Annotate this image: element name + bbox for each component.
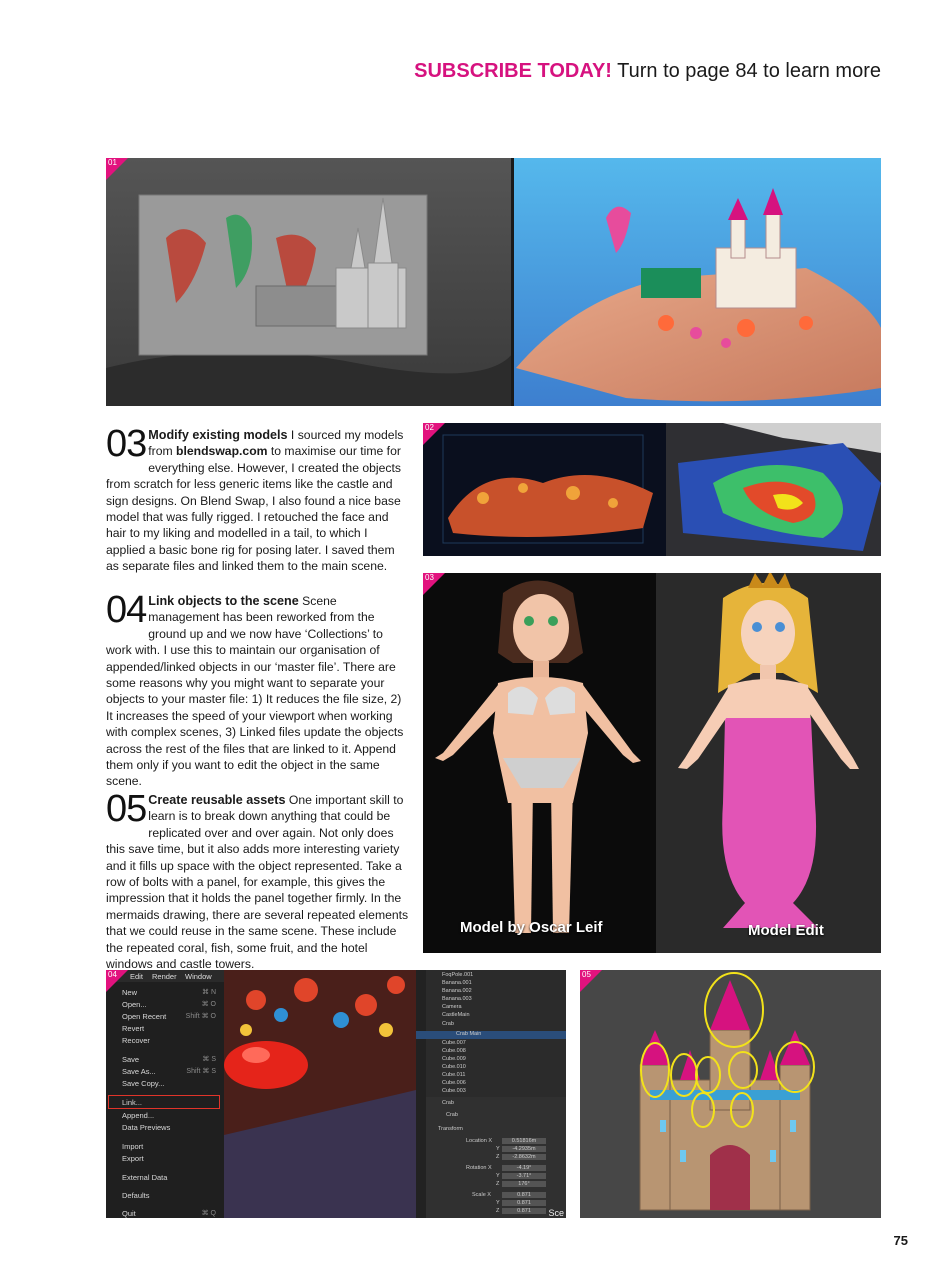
outliner-row[interactable]: Banana.001	[442, 980, 472, 986]
menu-item-data-previews[interactable]: Data Previews	[122, 1123, 171, 1132]
menu-item-append[interactable]: Append...	[122, 1111, 155, 1120]
outliner-row[interactable]: Banana.003	[442, 996, 472, 1002]
menu-item-quit[interactable]: Quit	[122, 1209, 136, 1218]
menu-item-recover[interactable]: Recover	[122, 1036, 150, 1045]
figure-03-caption-left: Model by Oscar Leif	[460, 919, 603, 936]
prop-rotation-label: Rotation X	[466, 1165, 492, 1171]
outliner-row[interactable]: Camera	[442, 1004, 462, 1010]
prop-rotation-z-label: Z	[496, 1181, 500, 1187]
step-04-body	[106, 589, 410, 790]
prop-location-y[interactable]: -4.2935m	[502, 1146, 546, 1152]
figure-02	[423, 423, 881, 556]
menu-shortcut-quit: ⌘ Q	[201, 1210, 216, 1217]
outliner-row[interactable]: Cube.009	[442, 1056, 466, 1062]
step-05-number: 05	[106, 788, 147, 830]
figure-03-badge: 03	[425, 573, 434, 582]
step-04-text: Scene management has been reworked from the ground up and we now have ‘Collections’ to work with. I use this to maintain our organisation of appended/linked objects in our ‘master file’. There are some reasons why you might want to separate your objects to your master file: 1) It reduces the file size, 2) It increases the speed of your viewport when working with complex scenes, 3) Linked files update the objects across the rest of the files that are linked to it. Append them only if you want to edit the object in the same scene.	[106, 594, 404, 789]
menu-shortcut-save-as: Shift ⌘ S	[186, 1068, 216, 1075]
prop-location-label: Location X	[466, 1138, 492, 1144]
subscribe-highlight: SUBSCRIBE TODAY!	[414, 60, 612, 82]
menu-item-open-recent[interactable]: Open Recent	[122, 1012, 167, 1021]
step-04-number: 04	[106, 589, 147, 631]
step-05-text: One important skill to learn is to break down anything that could be replicated over and over again. Not only does this save time, but it also adds more interesting variety and it fills up space with the object represented. Take a row of bolts with a panel, for example, this gives the impression that it holds the panel together firmly. In the mermaids drawing, there are several repeated elements that we could reuse in the same scene. These include the repeated coral, fish, some fruit, and the hotel windows and castle towers.	[106, 793, 409, 972]
menu-shortcut-open: ⌘ O	[201, 1001, 216, 1008]
prop-scale-z[interactable]: 0.871	[502, 1208, 546, 1214]
menu-item-link[interactable]: Link...	[122, 1098, 143, 1107]
menu-item-import[interactable]: Import	[122, 1142, 144, 1151]
prop-rotation-x[interactable]: -4.19°	[502, 1165, 546, 1171]
figure-05-image	[580, 970, 881, 1218]
outliner-row[interactable]: Crab	[442, 1021, 454, 1027]
prop-scale-label: Scale X	[472, 1192, 491, 1198]
menubar-window[interactable]: Window	[185, 972, 212, 981]
menu-item-export[interactable]: Export	[122, 1154, 144, 1163]
step-03-text: to maximise our time for everything else. However, I created the objects from scratch for less generic items like the castle and sign designs. On Blend Swap, I also found a nice base model that was fully rigged. I retouched the face and hair to my liking and modelled in a tail, to which I applied a basic bone rig for posing later. I saved them as separate files and linked them to the main scene.	[106, 444, 401, 574]
menu-shortcut-save: ⌘ S	[202, 1056, 216, 1063]
figure-05	[580, 970, 881, 1218]
step-05	[106, 788, 410, 972]
figure-01-image	[106, 158, 881, 406]
menubar-edit[interactable]: Edit	[130, 972, 143, 981]
step-03-heading: Modify existing models	[148, 428, 288, 442]
outliner-gutter	[416, 970, 426, 1218]
prop-section-transform[interactable]: Transform	[438, 1126, 463, 1132]
figure-05-badge: 05	[582, 970, 591, 979]
prop-rotation-y-label: Y	[496, 1173, 500, 1179]
menu-item-save[interactable]: Save	[122, 1055, 140, 1064]
prop-location-z-label: Z	[496, 1154, 500, 1160]
prop-object-field[interactable]: Crab	[446, 1112, 458, 1118]
prop-scale-y-label: Y	[496, 1200, 500, 1206]
outliner-row[interactable]: Cube.007	[442, 1040, 466, 1046]
subscribe-rest: Turn to page 84 to learn more	[611, 60, 881, 82]
step-03-link: blendswap.com	[176, 444, 268, 459]
step-04	[106, 589, 410, 790]
prop-scale-y[interactable]: 0.871	[502, 1200, 546, 1206]
figure-01-badge: 01	[108, 158, 117, 167]
outliner-row[interactable]: Cube.006	[442, 1080, 466, 1086]
prop-scale-z-label: Z	[496, 1208, 500, 1214]
prop-location-x[interactable]: 0.51816m	[502, 1138, 546, 1144]
page-number: 75	[893, 1233, 908, 1248]
prop-object-name: Crab	[442, 1100, 454, 1106]
figure-02-badge: 02	[425, 423, 434, 432]
figure-04-badge: 04	[108, 970, 117, 979]
figure-03	[423, 573, 881, 953]
menu-shortcut-new: ⌘ N	[202, 989, 216, 996]
menu-item-revert[interactable]: Revert	[122, 1024, 145, 1033]
menu-item-new[interactable]: New	[122, 988, 138, 997]
outliner-panel	[416, 970, 566, 1218]
outliner-row[interactable]: Crab Main	[456, 1031, 482, 1037]
step-05-body	[106, 788, 410, 972]
step-03	[106, 423, 410, 575]
step-03-pre: I sourced my models from	[148, 428, 404, 459]
figure-01	[106, 158, 881, 406]
figure-02-image	[423, 423, 881, 556]
outliner-row[interactable]: Cube.011	[442, 1072, 466, 1078]
figure-03-image	[423, 573, 881, 953]
menu-item-defaults[interactable]: Defaults	[122, 1191, 150, 1200]
prop-location-y-label: Y	[496, 1146, 500, 1152]
outliner-row[interactable]: Cube.008	[442, 1048, 466, 1054]
menu-item-save-as[interactable]: Save As...	[122, 1067, 156, 1076]
step-05-heading: Create reusable assets	[148, 793, 286, 807]
menu-item-save-copy[interactable]: Save Copy...	[122, 1079, 165, 1088]
menu-item-external-data[interactable]: External Data	[122, 1173, 168, 1182]
outliner-row[interactable]: CastleMain	[442, 1012, 470, 1018]
step-04-heading: Link objects to the scene	[148, 594, 299, 608]
prop-rotation-z[interactable]: 176°	[502, 1181, 546, 1187]
prop-scale-x[interactable]: 0.871	[502, 1192, 546, 1198]
file-menu	[106, 982, 224, 1218]
step-03-number: 03	[106, 423, 147, 465]
prop-rotation-y[interactable]: -3.71°	[502, 1173, 546, 1179]
menu-item-open[interactable]: Open...	[122, 1000, 147, 1009]
figure-03-caption-right: Model Edit	[748, 922, 824, 939]
menubar-render[interactable]: Render	[152, 972, 177, 981]
prop-location-z[interactable]: -2.8632m	[502, 1154, 546, 1160]
outliner-row[interactable]: Banana.002	[442, 988, 472, 994]
scene-corner-label: Sce	[548, 1208, 564, 1218]
step-03-body	[106, 423, 410, 575]
outliner-row[interactable]: FoqPole.001	[442, 972, 474, 978]
outliner-row[interactable]: Cube.010	[442, 1064, 466, 1070]
outliner-selected-row	[416, 1031, 566, 1039]
menu-shortcut-open-recent: Shift ⌘ O	[185, 1013, 216, 1020]
subscribe-banner	[414, 60, 881, 83]
outliner-row[interactable]: Cube.003	[442, 1088, 466, 1094]
